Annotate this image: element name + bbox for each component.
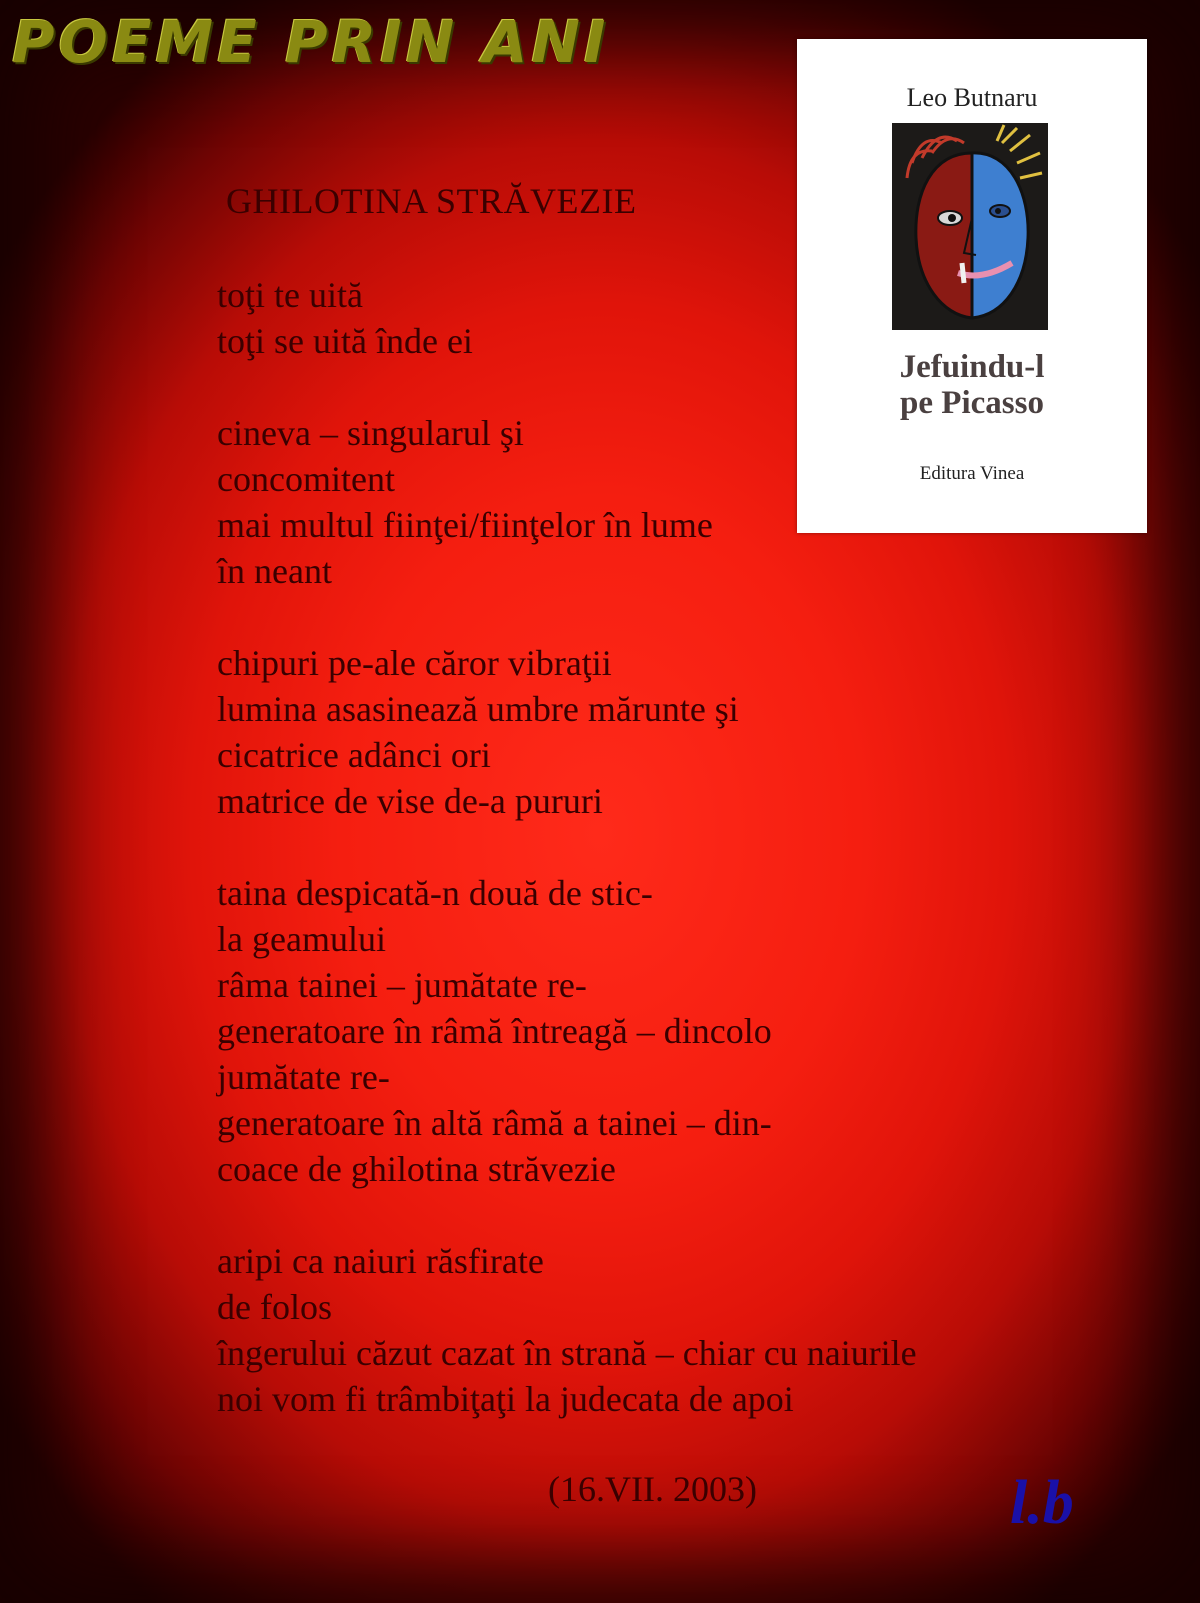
poem-date: (16.VII. 2003) [548,1469,757,1509]
cover-title-line: Jefuindu-l [899,349,1045,385]
poem-line: noi vom fi trâmbiţaţi la judecata de apoi [217,1379,794,1419]
poem-line: râma tainei – jumătate re- [217,965,587,1005]
cover-author: Leo Butnaru [906,83,1038,112]
series-title: POEME PRIN ANI [12,8,610,76]
stanza [217,640,1017,824]
poem-line: matrice de vise de-a pururi [217,781,603,821]
poem-line: mai multul fiinţei/fiinţelor în lume [217,505,713,545]
poem-title: GHILOTINA STRĂVEZIE [226,181,637,221]
poem-line: lumina asasinează umbre mărunte şi [217,689,739,729]
poem-line: cineva – singularul şi [217,413,524,453]
poem-line: de folos [217,1287,332,1327]
stanza [217,870,1017,1192]
poem-line: în neant [217,551,332,591]
poem-line: toţi te uită [217,275,363,315]
cover-publisher: Editura Vinea [919,463,1025,484]
author-signature: l.b [1010,1469,1074,1537]
cover-title [797,349,1147,421]
poem-line: jumătate re- [217,1057,390,1097]
poem-line: aripi ca naiuri răsfirate [217,1241,544,1281]
cover-title-line: pe Picasso [900,385,1044,421]
poem-line: cicatrice adânci ori [217,735,491,775]
poem-line: îngerului căzut cazat în strană – chiar cu naiurile [217,1333,917,1373]
stanza [217,1238,1017,1422]
poem-line: chipuri pe-ale căror vibraţii [217,643,612,683]
poem-line: coace de ghilotina străvezie [217,1149,616,1189]
poem-line: toţi se uită înde ei [217,321,473,361]
poem-line: generatoare în râmă întreagă – dincolo [217,1011,772,1051]
book-cover [797,39,1147,533]
poem-line: concomitent [217,459,395,499]
face-painting-icon [892,123,1048,330]
poem-line: la geamului [217,919,386,959]
poem-line: taina despicată-n două de stic- [217,873,653,913]
poem-line: generatoare în altă râmă a tainei – din- [217,1103,772,1143]
